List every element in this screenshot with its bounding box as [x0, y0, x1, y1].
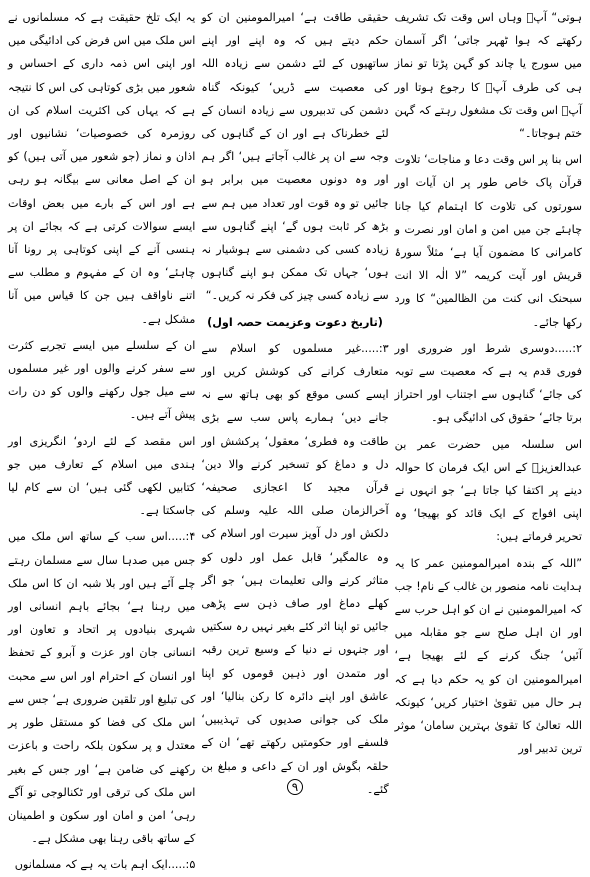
paragraph: اس بنا پر اس وقت دعا و مناجات‘ تلاوت قرآن پاک خاص طور پر ان آیات اور سورتوں کی تلاوت کا اہتمام کیا جانا چاہئے جن میں امن و امان اور نصرت و کامرانی کا مضمون آیا ہے‘ مثلاً سورۂ قریش اور آیت کریمہ ”لا الٰہ الا انت سبحنک انی کنت من الظالمین“ کا ورد رکھا جائے۔	[394, 153, 582, 329]
paragraph: حقیقی طاقت ہے‘ امیرالمومنین ان کو حکم دیتے ہیں کہ وہ اپنے اور اپنے ساتھیوں کے لئے دشمن سے زیادہ اللہ کی معصیت سے ڈریں‘ کیونکہ گناہ دشمن کی تدبیروں سے زیادہ انسان کے لئے خطرناک ہے اور ان کے گناہوں کی وجہ سے ان پر غالب آجاتے ہیں‘ اگر ہم اور وہ دونوں معصیت میں برابر ہو جائیں تو وہ قوت اور تعداد میں ہم سے بڑھ کر ثابت ہوں گے‘ اپنے گناہوں سے زیادہ کسی کی دشمنی سے ہوشیار نہ ہوں‘ جہاں تک ممکن ہو اپنے گناہوں سے زیادہ کسی چیز کی فکر نہ کریں۔“	[201, 11, 389, 303]
paragraph: ہوتی“ آپؐ وہاں اس وقت تک تشریف رکھتے کہ ہوا ٹھہر جاتی‘ اگر آسمان میں سورج یا چاند کو گہن پڑتا تو نماز ہی کی طرف آپؐ کا رجوع ہوتا اور آپؐ اس وقت تک مشغول رہتے کہ گہن ختم ہوجاتا۔“	[394, 11, 582, 141]
paragraph: اس سلسلہ میں حضرت عمر بن عبدالعزیزؒ کے اس ایک فرمان کا حوالہ دینے پر اکتفا کیا جاتا ہے‘ جو انہوں نے اپنی افواج کے ایک قائد کو بھیجا‘ وہ تحریر فرماتے ہیں:	[394, 437, 582, 544]
page-number	[0, 779, 590, 795]
paragraph: ان کے سلسلے میں ایسے تجربے کثرت سے سفر کرنے والوں اور غیر مسلموں سے میل جول رکھنے والوں کو دن رات پیش آتے ہیں۔	[8, 338, 196, 422]
paragraph: ”اللہ کے بندہ امیرالمومنین عمر کا یہ ہدایت نامہ منصور بن غالب کے نام! جب کہ امیرالمومنین نے ان کو اہل حرب سے اور ان اہل صلح سے جو مقابلہ میں آئیں‘ جنگ کرنے کے لئے بھیجا ہے‘ امیرالمومنین ان کو یہ حکم دیا ہے کہ ہر حال میں تقویٰ اختیار کریں‘ کیونکہ اللہ تعالیٰ کا تقویٰ بہترین سامان‘ موثر ترین تدبیر اور	[394, 556, 582, 756]
citation: (تاریخ دعوت وعزیمت حصہ اول)	[207, 315, 383, 329]
paragraph: ۴:.....اس سب کے ساتھ اس ملک میں جس میں صدہا سال سے مسلمان رہتے چلے آئے ہیں اور بلا شبہ ان کا اس ملک میں رہنا ہے‘ بجائے باہم انسانی اور شہری بنیادوں پر اتحاد و تعاون اور انسانی جان اور عزت و آبرو کے تحفظ اور انسان کے احترام اور اس سے محبت کی تبلیغ اور تلقین ضروری ہے‘ جس سے اس ملک کی فضا کو مستقل طور پر معتدل و پر سکون بلکہ راحت و باعزت رکھنے کی ضامن ہے‘ اور جس کے بغیر اس ملک کی ترقی اور ٹکنالوجی تو آگے رہی‘ امن و امان اور سکون و اطمینان کے ساتھ باقی رہنا بھی مشکل ہے۔	[8, 530, 196, 846]
middle-column	[201, 6, 389, 796]
paragraph: یہ ایک تلخ حقیقت ہے کہ مسلمانوں نے اس ملک میں اس فرض کی ادائیگی میں اور اپنی اس ذمہ داری کے احساس و شعور میں بڑی کوتاہی کی اس کا نتیجہ ہے کہ یہاں کی اکثریت اسلام کی ان روزمرہ کی خصوصیات‘ نشانیوں اور اذان و نماز (جو شعور میں آتی ہیں) کو ان کے اصل معانی سے بیگانہ ہو رہی ہے اور اس کے بارے میں بعض اوقات ایسے سوالات کرتی ہے کہ بجائے ان پر ہنسی آنے کے اپنی کوتاہی پر رونا آنا چاہئے‘ وہ ان کے مفہوم و مطلب سے اتنے ناواقف ہیں جن کا قیاس میں آنا مشکل ہے۔	[8, 11, 196, 326]
paragraph: ۲:.....دوسری شرط اور ضروری اور فوری قدم یہ ہے کہ معصیت سے توبہ کی جائے‘ گناہوں سے اجتناب اور احتراز برتا جائے‘ حقوق کی ادائیگی ہو۔	[394, 341, 582, 425]
columns	[8, 6, 582, 872]
paragraph: اس مقصد کے لئے اردو‘ انگریزی اور ہندی میں اسلام کے تعارف میں جو کتابیں لکھی گئی ہیں‘ ان سے کام لیا جاسکتا ہے۔	[8, 434, 196, 518]
left-column	[8, 6, 196, 872]
right-column	[395, 6, 582, 786]
paragraph: ۳:.....غیر مسلموں کو اسلام سے متعارف کرانے کی کوشش کریں اور ایسے کسی موقع کو بھی ہاتھ سے نہ جانے دیں‘ ہمارے پاس سب سے بڑی طاقت وہ فطری‘ معقول‘ پرکشش اور دل و دماغ کو تسخیر کرنے والا دین‘ قرآن مجید کا اعجازی صحیفہ‘ آخرالزمان صلی اللہ علیہ وسلم کی دلکش اور دل آویز سیرت اور اسلام کی وہ عالمگیر‘ قابل عمل اور دلوں کو متاثر کرنے والی تعلیمات ہیں‘ جو اگر کھلے دماغ اور صاف ذہن سے پڑھی جائیں تو اپنا اثر کئے بغیر نہیں رہ سکتیں اور جنہوں نے دنیا کے وسیع ترین رقبہ اور متمدن اور ذہین قوموں کو اپنا عاشق اور اپنے دائرہ کا رکن بنالیا‘ اور ملک کی جوانی صدیوں کی تہذیبیں‘ فلسفے اور حکومتیں رکھتے تھے‘ ان کے حلقہ بگوش اور ان کے داعی و مبلغ بن گئے۔	[201, 341, 389, 796]
paragraph: ۵:.....ایک اہم بات یہ ہے کہ مسلمانوں	[14, 858, 196, 872]
page-number-label: ۹	[287, 779, 303, 795]
